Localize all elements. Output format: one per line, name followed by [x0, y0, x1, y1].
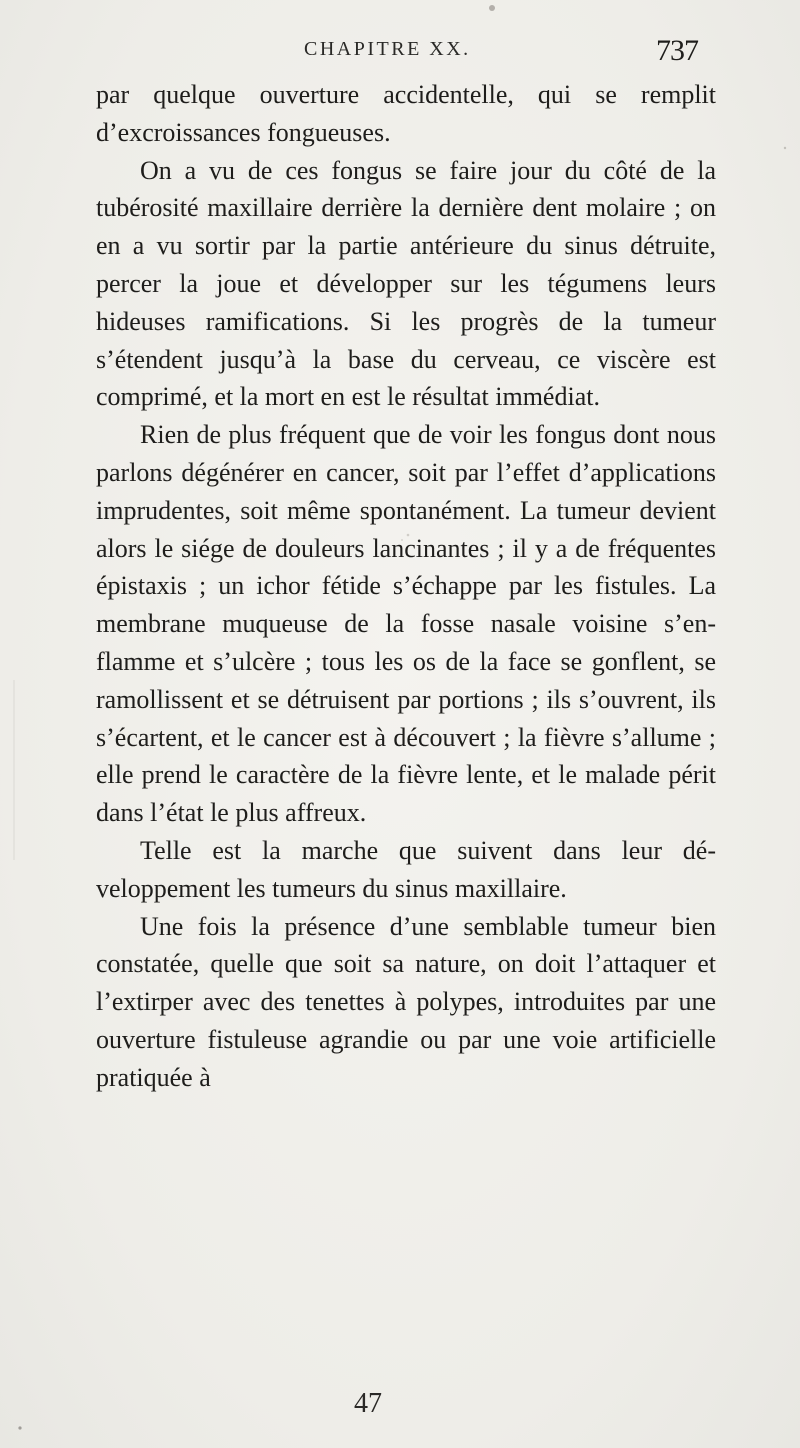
paragraph-extirpation: Une fois la présence d’une semblable tumeur bien constatée, quelle que soit sa nature, on doit l’attaquer et l’extirper avec des tenettes à polypes, introduites par une ouverture fistuleuse agrandie ou par une voie artificielle pratiquée à: [96, 911, 716, 1092]
signature-mark: 47: [354, 1388, 382, 1419]
running-title: CHAPITRE XX.: [304, 38, 471, 60]
body-text: [96, 76, 716, 1097]
paragraph-continuation: par quelque ouverture accidentelle, qui se remplit d’excroissances fongueuses.: [96, 80, 716, 147]
paragraph-tumor-progress: Telle est la marche que suivent dans leur développement les tumeurs du sinus maxillaire.: [96, 835, 716, 903]
paragraph-fungus-growth: On a vu de ces fongus se faire jour du côté de la tubérosité maxillaire derrière la dernière dent molaire ; on en a vu sortir par la partie antérieure du sinus détruite, percer la joue et développer sur les tégumens leurs hideuses ramifications. Si les progrès de la tumeur s’étendent jusqu’à la base du cerveau, ce viscère est comprimé, et la mort en est le résultat immédiat.: [96, 155, 716, 412]
page-header: [0, 34, 800, 78]
paragraph-cancer-degeneration: Rien de plus fréquent que de voir les fongus dont nous parlons dégénérer en cancer, soit par l’effet d’applications imprudentes, soit même spontanément. La tumeur devient alors le siége de douleurs lancinantes ; il y a de fréquentes épistaxis ; un ichor fétide s’échappe par les fistules. La membrane muqueuse de la fosse nasale voisine s’enflamme et s’ulcère ; tous les os de la face se gonflent, se ramollissent et se détruisent par portions ; ils s’ouvrent, ils s’écartent, et le cancer est à découvert ; la fièvre s’allume ; elle prend le caractère de la fièvre lente, et le malade périt dans l’état le plus affreux.: [96, 420, 716, 828]
page-number: 737: [656, 34, 698, 67]
